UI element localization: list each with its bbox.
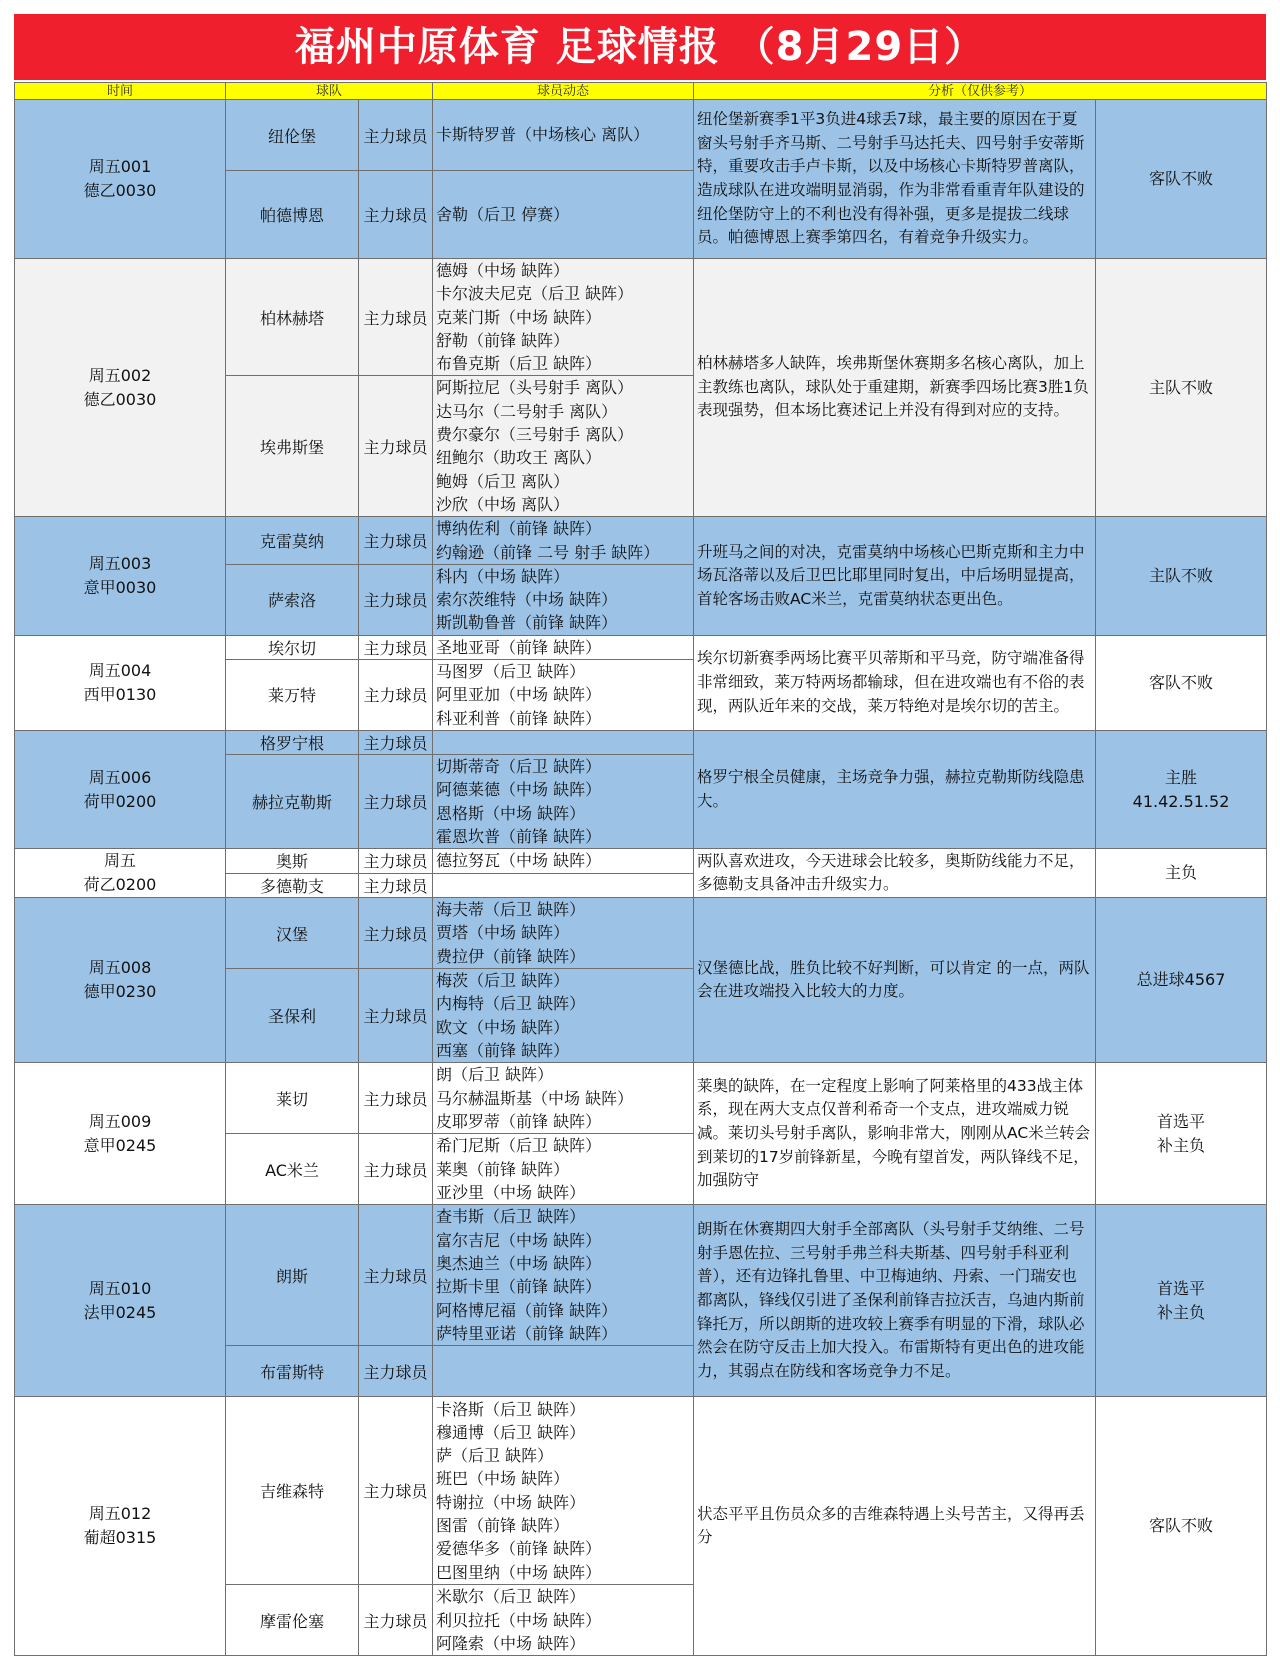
match-pick: 首选平 补主负	[1096, 1205, 1267, 1397]
match-pick: 总进球4567	[1096, 898, 1267, 1063]
team-name: 汉堡	[226, 898, 359, 969]
player-status: 朗（后卫 缺阵） 马尔赫温斯基（中场 缺阵） 皮耶罗蒂（前锋 缺阵）	[433, 1063, 694, 1134]
match-analysis: 莱奥的缺阵，在一定程度上影响了阿莱格里的433战主体系，现在两大支点仅普利希奇一个支点，进攻端威力锐减。莱切头号射手离队，影响非常大，刚刚从AC米兰转会到莱切的17岁前锋新星，今晚有望首发，两队锋线不足，加强防守	[694, 1063, 1096, 1205]
player-role: 主力球员	[359, 517, 433, 565]
team-name: 埃尔切	[226, 635, 359, 659]
player-status: 卡洛斯（后卫 缺阵） 穆通博（后卫 缺阵） 萨（后卫 缺阵） 班巴（中场 缺阵） 特谢拉（中场 缺阵） 图雷（前锋 缺阵） 爱德华多（前锋 缺阵） 巴图里纳（中场 缺阵）	[433, 1397, 694, 1585]
team-name: 摩雷伦塞	[226, 1585, 359, 1656]
match-time: 周五003 意甲0030	[15, 517, 226, 635]
match-group	[15, 1397, 1267, 1656]
match-time: 周五002 德乙0030	[15, 259, 226, 517]
match-analysis: 埃尔切新赛季两场比赛平贝蒂斯和平马竞，防守端准备得非常细致，莱万特两场都输球，但在进攻端也有不俗的表现，两队近年来的交战，莱万特绝对是埃尔切的苦主。	[694, 635, 1096, 730]
match-analysis: 升班马之间的对决，克雷莫纳中场核心巴斯克斯和主力中场瓦洛蒂以及后卫巴比耶里同时复出，中后场明显提高，首轮客场击败AC米兰，克雷莫纳状态更出色。	[694, 517, 1096, 635]
match-time: 周五010 法甲0245	[15, 1205, 226, 1397]
match-pick: 客队不败	[1096, 635, 1267, 730]
match-group	[15, 635, 1267, 730]
player-status: 德姆（中场 缺阵） 卡尔波夫尼克（后卫 缺阵） 克莱门斯（中场 缺阵） 舒勒（前锋 缺阵） 布鲁克斯（后卫 缺阵）	[433, 259, 694, 376]
team-name: 圣保利	[226, 969, 359, 1063]
player-role: 主力球员	[359, 754, 433, 848]
team-name: 布雷斯特	[226, 1346, 359, 1397]
match-analysis: 两队喜欢进攻，今天进球会比较多，奥斯防线能力不足，多德勒支具备冲击升级实力。	[694, 849, 1096, 898]
player-status: 阿斯拉尼（头号射手 离队） 达马尔（二号射手 离队） 费尔豪尔（三号射手 离队） 纽鲍尔（助攻王 离队） 鲍姆（后卫 离队） 沙欣（中场 离队）	[433, 376, 694, 517]
team-name: 萨索洛	[226, 564, 359, 635]
player-role: 主力球员	[359, 1346, 433, 1397]
match-analysis: 柏林赫塔多人缺阵，埃弗斯堡休赛期多名核心离队，加上主教练也离队，球队处于重建期，新赛季四场比赛3胜1负表现强势，但本场比赛述记上并没有得到对应的支持。	[694, 259, 1096, 517]
player-role: 主力球员	[359, 660, 433, 731]
match-analysis: 纽伦堡新赛季1平3负进4球丢7球，最主要的原因在于夏窗头号射手齐马斯、二号射手马达托夫、四号射手安蒂斯特，重要攻击手卢卡斯，以及中场核心卡斯特罗普离队，造成球队在进攻端明显消弱，作为非常看重青年队建设的纽伦堡防守上的不利也没有得补强，更多是提拔二线球员。帕德博恩上赛季第四名，有着竞争升级实力。	[694, 100, 1096, 259]
header-time: 时间	[15, 83, 226, 100]
match-pick: 客队不败	[1096, 100, 1267, 259]
team-name: 格罗宁根	[226, 730, 359, 754]
player-role: 主力球员	[359, 259, 433, 376]
match-time: 周五001 德乙0030	[15, 100, 226, 259]
match-pick: 主胜 41.42.51.52	[1096, 730, 1267, 848]
player-role: 主力球员	[359, 873, 433, 897]
player-role: 主力球员	[359, 1397, 433, 1585]
player-role: 主力球员	[359, 635, 433, 659]
match-time: 周五008 德甲0230	[15, 898, 226, 1063]
match-analysis: 汉堡德比战，胜负比较不好判断，可以肯定 的一点，两队会在进攻端投入比较大的力度。	[694, 898, 1096, 1063]
player-role: 主力球员	[359, 849, 433, 874]
player-status: 切斯蒂奇（后卫 缺阵） 阿德莱德（中场 缺阵） 恩格斯（中场 缺阵） 霍恩坎普（前锋 缺阵）	[433, 754, 694, 848]
player-status: 希门尼斯（后卫 缺阵） 莱奥（前锋 缺阵） 亚沙里（中场 缺阵）	[433, 1134, 694, 1205]
team-name: 赫拉克勒斯	[226, 754, 359, 848]
team-name: 克雷莫纳	[226, 517, 359, 565]
match-time: 周五006 荷甲0200	[15, 730, 226, 848]
team-name: AC米兰	[226, 1134, 359, 1205]
team-name: 吉维森特	[226, 1397, 359, 1585]
team-name: 朗斯	[226, 1205, 359, 1346]
player-role: 主力球员	[359, 1134, 433, 1205]
player-status	[433, 873, 694, 897]
match-analysis: 格罗宁根全员健康，主场竞争力强，赫拉克勒斯防线隐患大。	[694, 730, 1096, 848]
team-name: 莱切	[226, 1063, 359, 1134]
page-title: 福州中原体育 足球情报 （8月29日）	[14, 14, 1266, 80]
match-group	[15, 730, 1267, 848]
player-status: 博纳佐利（前锋 缺阵） 约翰逊（前锋 二号 射手 缺阵）	[433, 517, 694, 565]
player-role: 主力球员	[359, 376, 433, 517]
match-time: 周五004 西甲0130	[15, 635, 226, 730]
match-group	[15, 517, 1267, 635]
match-group	[15, 898, 1267, 1063]
match-group	[15, 100, 1267, 259]
team-name: 奥斯	[226, 849, 359, 874]
player-status: 卡斯特罗普（中场核心 离队）	[433, 100, 694, 171]
player-status: 查韦斯（后卫 缺阵） 富尔吉尼（中场 缺阵） 奥杰迪兰（中场 缺阵） 拉斯卡里（前锋 缺阵） 阿格博尼福（前锋 缺阵） 萨特里亚诺（前锋 缺阵）	[433, 1205, 694, 1346]
player-status	[433, 730, 694, 754]
match-analysis: 状态平平且伤员众多的吉维森特遇上头号苦主，又得再丢分	[694, 1397, 1096, 1656]
player-status: 马图罗（后卫 缺阵） 阿里亚加（中场 缺阵） 科亚利普（前锋 缺阵）	[433, 660, 694, 731]
intel-table	[14, 82, 1267, 1656]
header-row	[15, 83, 1267, 100]
player-role: 主力球员	[359, 1063, 433, 1134]
player-status: 梅茨（后卫 缺阵） 内梅特（后卫 缺阵） 欧文（中场 缺阵） 西塞（前锋 缺阵）	[433, 969, 694, 1063]
match-pick: 首选平 补主负	[1096, 1063, 1267, 1205]
match-group	[15, 849, 1267, 898]
team-name: 多德勒支	[226, 873, 359, 897]
player-role: 主力球员	[359, 1585, 433, 1656]
match-pick: 主负	[1096, 849, 1267, 898]
player-role: 主力球员	[359, 898, 433, 969]
player-role: 主力球员	[359, 730, 433, 754]
player-status: 圣地亚哥（前锋 缺阵）	[433, 635, 694, 659]
player-status: 科内（中场 缺阵） 索尔茨维特（中场 缺阵） 斯凯勒鲁普（前锋 缺阵）	[433, 564, 694, 635]
team-name: 埃弗斯堡	[226, 376, 359, 517]
match-analysis: 朗斯在休赛期四大射手全部离队（头号射手艾纳维、二号射手恩佐拉、三号射手弗兰科夫斯基、四号射手科亚利普），还有边锋扎鲁里、中卫梅迪纳、丹索、一门瑞安也都离队，锋线仅引进了圣保利前锋吉拉沃吉，乌迪内斯前锋托万，所以朗斯的进攻较上赛季有明显的下滑，球队必然会在防守反击上加大投入。布雷斯特有更出色的进攻能力，其弱点在防线和客场竞争力不足。	[694, 1205, 1096, 1397]
header-players: 球员动态	[433, 83, 694, 100]
match-time: 周五009 意甲0245	[15, 1063, 226, 1205]
match-time: 周五012 葡超0315	[15, 1397, 226, 1656]
player-role: 主力球员	[359, 1205, 433, 1346]
team-name: 莱万特	[226, 660, 359, 731]
team-name: 柏林赫塔	[226, 259, 359, 376]
player-status: 米歇尔（后卫 缺阵） 利贝拉托（中场 缺阵） 阿隆索（中场 缺阵）	[433, 1585, 694, 1656]
player-status: 德拉努瓦（中场 缺阵）	[433, 849, 694, 874]
player-status	[433, 1346, 694, 1397]
player-role: 主力球员	[359, 171, 433, 259]
match-group	[15, 259, 1267, 517]
match-group	[15, 1205, 1267, 1397]
match-time: 周五 荷乙0200	[15, 849, 226, 898]
team-name: 帕德博恩	[226, 171, 359, 259]
player-status: 舍勒（后卫 停赛）	[433, 171, 694, 259]
match-pick: 客队不败	[1096, 1397, 1267, 1656]
match-pick: 主队不败	[1096, 517, 1267, 635]
header-team: 球队	[226, 83, 433, 100]
header-analysis: 分析（仅供参考）	[694, 83, 1267, 100]
player-role: 主力球员	[359, 969, 433, 1063]
team-name: 纽伦堡	[226, 100, 359, 171]
player-status: 海夫蒂（后卫 缺阵） 贾塔（中场 缺阵） 费拉伊（前锋 缺阵）	[433, 898, 694, 969]
match-group	[15, 1063, 1267, 1205]
player-role: 主力球员	[359, 100, 433, 171]
match-pick: 主队不败	[1096, 259, 1267, 517]
player-role: 主力球员	[359, 564, 433, 635]
